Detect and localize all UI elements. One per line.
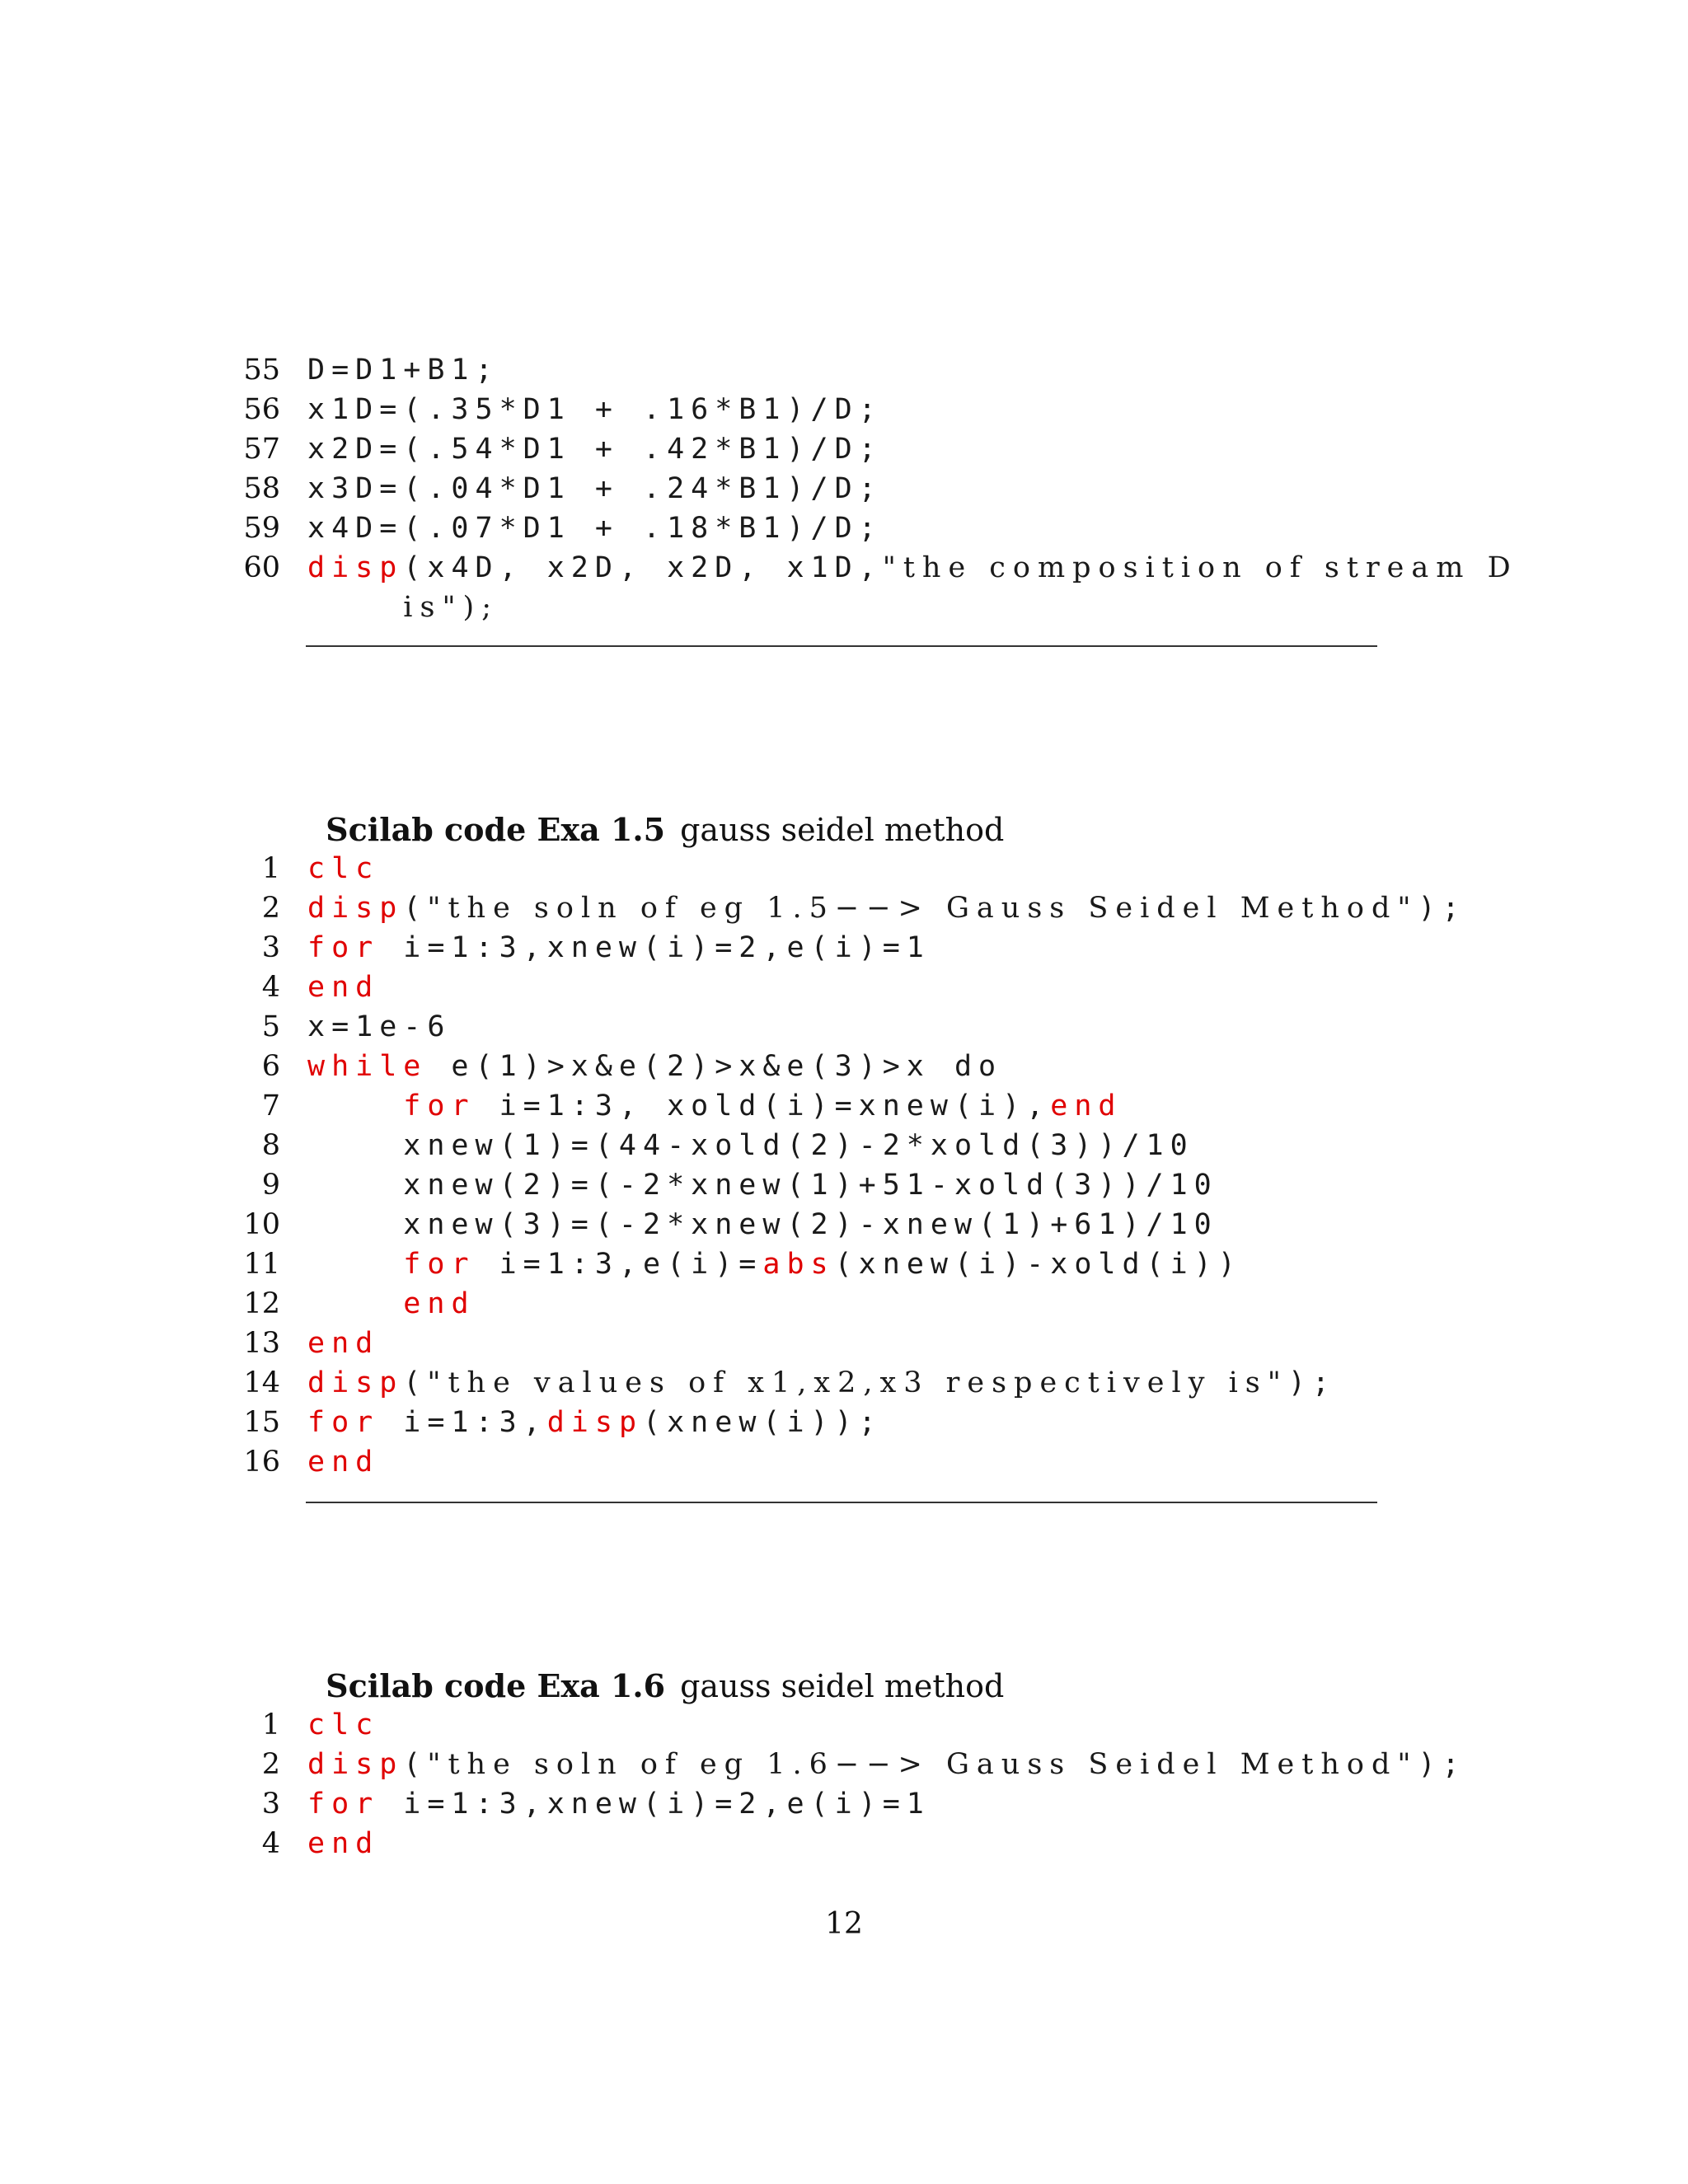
code-token: xnew(2)=(-2*xnew(1)+51-xold(3))/10 [307,1169,1218,1202]
code-line [0,928,1688,968]
code-text [307,1086,1122,1126]
line-number: 1 [261,852,280,885]
example-description: gauss seidel method [680,1668,1005,1704]
code-token: i=1:3,xnew(i)=2,e(i)=1 [379,931,931,964]
code-token: "the soln of eg 1.6−−> Gauss Seidel Method" [427,1748,1418,1781]
code-text [307,1824,379,1863]
line-number: 4 [261,971,280,1004]
code-keyword: end [307,1827,380,1860]
code-token: i=1:3, xold(i)=xnew(i), [475,1090,1051,1122]
code-text [307,1403,883,1442]
line-number: 7 [261,1090,280,1122]
code-text [307,1784,931,1824]
code-line [0,1442,1688,1482]
code-keyword: while [307,1050,428,1083]
line-number: 3 [261,931,280,964]
code-keyword: for [307,1406,380,1439]
code-line [0,1205,1688,1244]
code-block-rule [306,645,1377,647]
example-heading-1-6 [306,1624,1005,1704]
code-token: xnew(3)=(-2*xnew(2)-xnew(1)+61)/10 [307,1208,1218,1241]
code-line [0,1363,1688,1403]
code-line [0,849,1688,888]
code-token: "the values of x1,x2,x3 respectively is" [427,1366,1288,1399]
code-token: "the soln of eg 1.5−−> Gauss Seidel Method" [427,892,1418,925]
code-token: ); [1287,1366,1337,1399]
code-line [0,588,1688,627]
line-number: 59 [243,512,280,545]
code-line [0,1047,1688,1086]
code-line [0,1403,1688,1442]
line-number: 2 [261,892,280,925]
code-block-rule [306,1502,1377,1503]
code-token: x2D=(.54*D1 + .42*B1)/D; [307,433,883,466]
code-keyword: clc [307,852,380,885]
code-line [0,1745,1688,1784]
code-text [307,1442,379,1482]
code-keyword: disp [307,551,404,584]
code-token: xnew(1)=(44-xold(2)-2*xold(3))/10 [307,1129,1194,1162]
code-text [307,1284,476,1324]
code-keyword: clc [307,1708,380,1741]
line-number: 56 [243,393,280,426]
code-text [307,1244,1242,1284]
code-token: (x4D, x2D, x2D, x1D, [403,551,883,584]
code-token: i=1:3, [379,1406,547,1439]
code-text [307,968,379,1007]
code-text [307,1126,1194,1165]
code-line [0,1244,1688,1284]
line-number: 15 [243,1406,280,1439]
code-text [307,429,883,469]
code-line [0,350,1688,390]
code-token [307,1090,403,1122]
line-number: 5 [261,1010,280,1043]
code-token: ); [1418,1748,1466,1781]
line-number: 12 [243,1287,280,1320]
code-keyword: for [403,1090,476,1122]
code-text [307,1745,1466,1784]
code-token: is"); [403,591,499,624]
code-token: i=1:3,xnew(i)=2,e(i)=1 [379,1788,931,1821]
line-number: 10 [243,1208,280,1241]
code-text [307,1165,1218,1205]
code-token: (xnew(i)-xold(i)) [834,1248,1242,1281]
line-number: 11 [243,1248,280,1281]
code-text [307,1007,451,1047]
line-number: 60 [243,551,280,584]
line-number: 16 [243,1446,280,1479]
code-keyword: disp [307,1366,404,1399]
code-token: ( [403,1748,428,1781]
code-line [0,469,1688,509]
code-text [307,1363,1336,1403]
code-line [0,390,1688,429]
line-number: 3 [261,1788,280,1821]
line-number: 55 [243,354,280,387]
code-line [0,1705,1688,1745]
line-number: 8 [261,1129,280,1162]
code-keyword: disp [307,892,404,925]
code-line [0,429,1688,469]
line-number: 58 [243,472,280,505]
page-number: 12 [825,1907,863,1941]
code-token: ( [403,892,428,925]
code-token: (xnew(i)); [643,1406,883,1439]
code-token: D=D1+B1; [307,354,499,387]
example-label: Scilab code Exa 1.5 [326,811,666,848]
line-number: 2 [261,1748,280,1781]
code-keyword: end [307,1446,380,1479]
code-text [307,888,1466,928]
code-token: x4D=(.07*D1 + .18*B1)/D; [307,512,883,545]
code-line [0,509,1688,548]
line-number: 14 [243,1366,280,1399]
line-number: 4 [261,1827,280,1860]
code-keyword: for [403,1248,476,1281]
code-token: x3D=(.04*D1 + .24*B1)/D; [307,472,883,505]
line-number: 13 [243,1327,280,1360]
code-text [307,350,499,390]
code-text [307,1324,379,1363]
code-keyword: end [307,971,380,1004]
code-line [0,1126,1688,1165]
line-number: 9 [261,1169,280,1202]
code-token [307,591,403,624]
example-label: Scilab code Exa 1.6 [326,1667,666,1704]
code-text [307,1047,1002,1086]
code-text [307,390,883,429]
code-token: "the composition of stream D [882,551,1518,584]
code-token: e(1)>x&e(2)>x&e(3)>x do [427,1050,1003,1083]
code-line [0,1824,1688,1863]
code-text [307,509,883,548]
code-keyword: end [307,1327,380,1360]
code-keyword: disp [307,1748,404,1781]
code-text [307,1705,379,1745]
code-token: ( [403,1366,428,1399]
code-keyword: for [307,1788,380,1821]
code-text [307,928,931,968]
code-keyword: abs [762,1248,835,1281]
code-text [307,849,379,888]
line-number: 6 [261,1050,280,1083]
code-text [307,548,1518,588]
code-keyword: end [403,1287,476,1320]
code-line [0,888,1688,928]
code-line [0,548,1688,588]
code-text [307,588,499,627]
code-line [0,1284,1688,1324]
example-description: gauss seidel method [680,812,1005,848]
code-text [307,1205,1218,1244]
code-line [0,1007,1688,1047]
code-line [0,1165,1688,1205]
code-keyword: disp [546,1406,644,1439]
code-keyword: for [307,931,380,964]
code-token: ); [1418,892,1466,925]
code-token [307,1248,403,1281]
line-number: 1 [261,1708,280,1741]
code-line [0,1086,1688,1126]
example-heading-1-5 [306,768,1005,848]
code-line [0,968,1688,1007]
code-line [0,1784,1688,1824]
code-text [307,469,883,509]
code-token: x1D=(.35*D1 + .16*B1)/D; [307,393,883,426]
code-token: x=1e-6 [307,1010,452,1043]
code-line [0,1324,1688,1363]
code-token [307,1287,403,1320]
code-keyword: end [1050,1090,1123,1122]
line-number: 57 [243,433,280,466]
code-token: i=1:3,e(i)= [475,1248,763,1281]
